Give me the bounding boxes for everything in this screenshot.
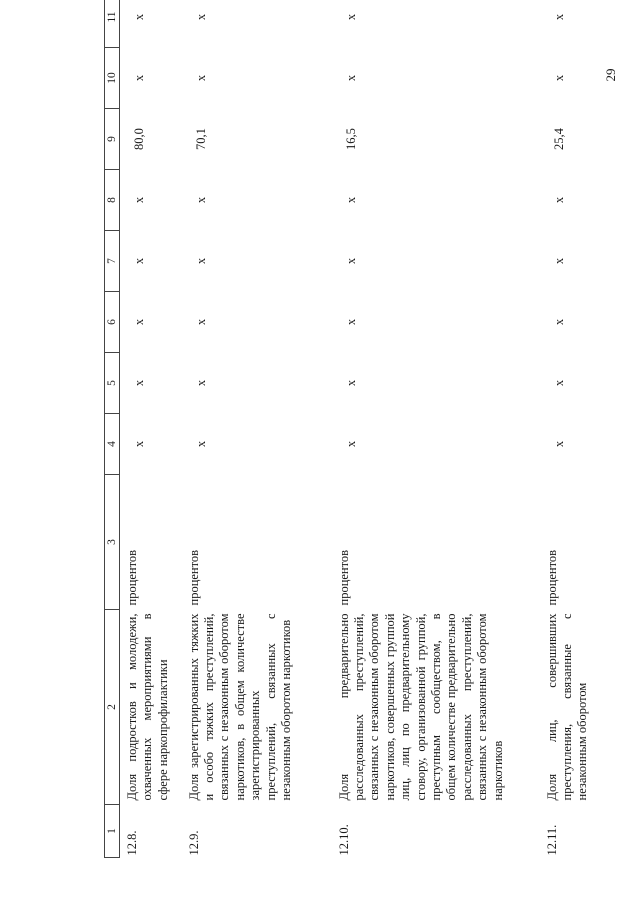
header-cell-5: 5 [105,353,120,414]
table-row [182,0,332,858]
indicator-name: Доля подростков и молодежи, охваченных мероприятиями в сфере наркопрофилактики [125,613,170,801]
value-cell: 16,5 [343,128,358,150]
value-cell: x [343,318,358,326]
header-cell-4: 4 [105,414,120,475]
row-number: 12.8. [125,830,139,856]
value-cell: 80,0 [132,128,146,150]
value-cell: x [343,257,358,265]
table-row [332,0,540,858]
value-cell: x [551,440,566,448]
unit-cell: процентов [186,549,201,606]
indicator-name: Доля предварительно расследованных преступлений, связанных с незаконным оборотом наркотиков, совершенных группой лиц, лиц по предварительному сговору, организованной группой, преступным сообществом, в общем количестве предварительно расследованных преступлений, связанных с незаконным оборотом наркотиков [336,613,505,801]
header-cell-6: 6 [105,292,120,353]
value-cell: x [132,74,146,82]
value-cell: x [343,379,358,387]
value-cell: x [132,440,146,448]
rotated-table-container [104,11,609,858]
row-number: 12.9. [186,830,201,856]
value-cell: x [193,318,208,326]
value-cell: x [193,257,208,265]
value-cell: x [343,440,358,448]
table-row [540,0,600,858]
value-cell: x [551,379,566,387]
indicators-table [104,0,600,858]
header-cell-10: 10 [105,48,120,109]
header-cell-8: 8 [105,170,120,231]
value-cell: x [193,74,208,82]
unit-cell: процентов [544,549,559,606]
header-cell-1: 1 [105,805,120,858]
page-number: 29 [603,68,618,82]
value-cell: x [132,196,146,204]
value-cell: x [193,379,208,387]
value-cell: x [343,13,358,21]
header-cell-2: 2 [105,610,120,805]
indicator-name: Доля лиц, совершивших преступления, связанные с незаконным оборотом [544,613,590,801]
value-cell: x [193,440,208,448]
value-cell: 25,4 [551,128,566,150]
indicator-name: Доля зарегистрированных тяжких и особо тяжких преступлений, связанных с незаконным оборотом наркотиков, в общем количестве зарегистрированных преступлений, связанных с незаконным оборотом наркотиков [186,613,293,801]
value-cell: 70,1 [193,128,208,150]
table-header-row [105,0,120,858]
value-cell: x [551,318,566,326]
value-cell: x [551,74,566,82]
row-number: 12.10. [336,824,351,856]
table-row [120,0,182,858]
value-cell: x [132,13,146,21]
value-cell: x [193,196,208,204]
unit-cell: процентов [336,549,351,606]
value-cell: x [343,74,358,82]
value-cell: x [132,318,146,326]
value-cell: x [551,13,566,21]
header-cell-9: 9 [105,109,120,170]
header-cell-3: 3 [105,475,120,610]
value-cell: x [551,257,566,265]
value-cell: x [551,196,566,204]
value-cell: x [132,379,146,387]
value-cell: x [193,13,208,21]
header-cell-11: 11 [105,0,120,48]
header-cell-7: 7 [105,231,120,292]
value-cell: x [132,257,146,265]
row-number: 12.11. [544,824,559,856]
value-cell: x [343,196,358,204]
unit-cell: процентов [125,549,139,606]
